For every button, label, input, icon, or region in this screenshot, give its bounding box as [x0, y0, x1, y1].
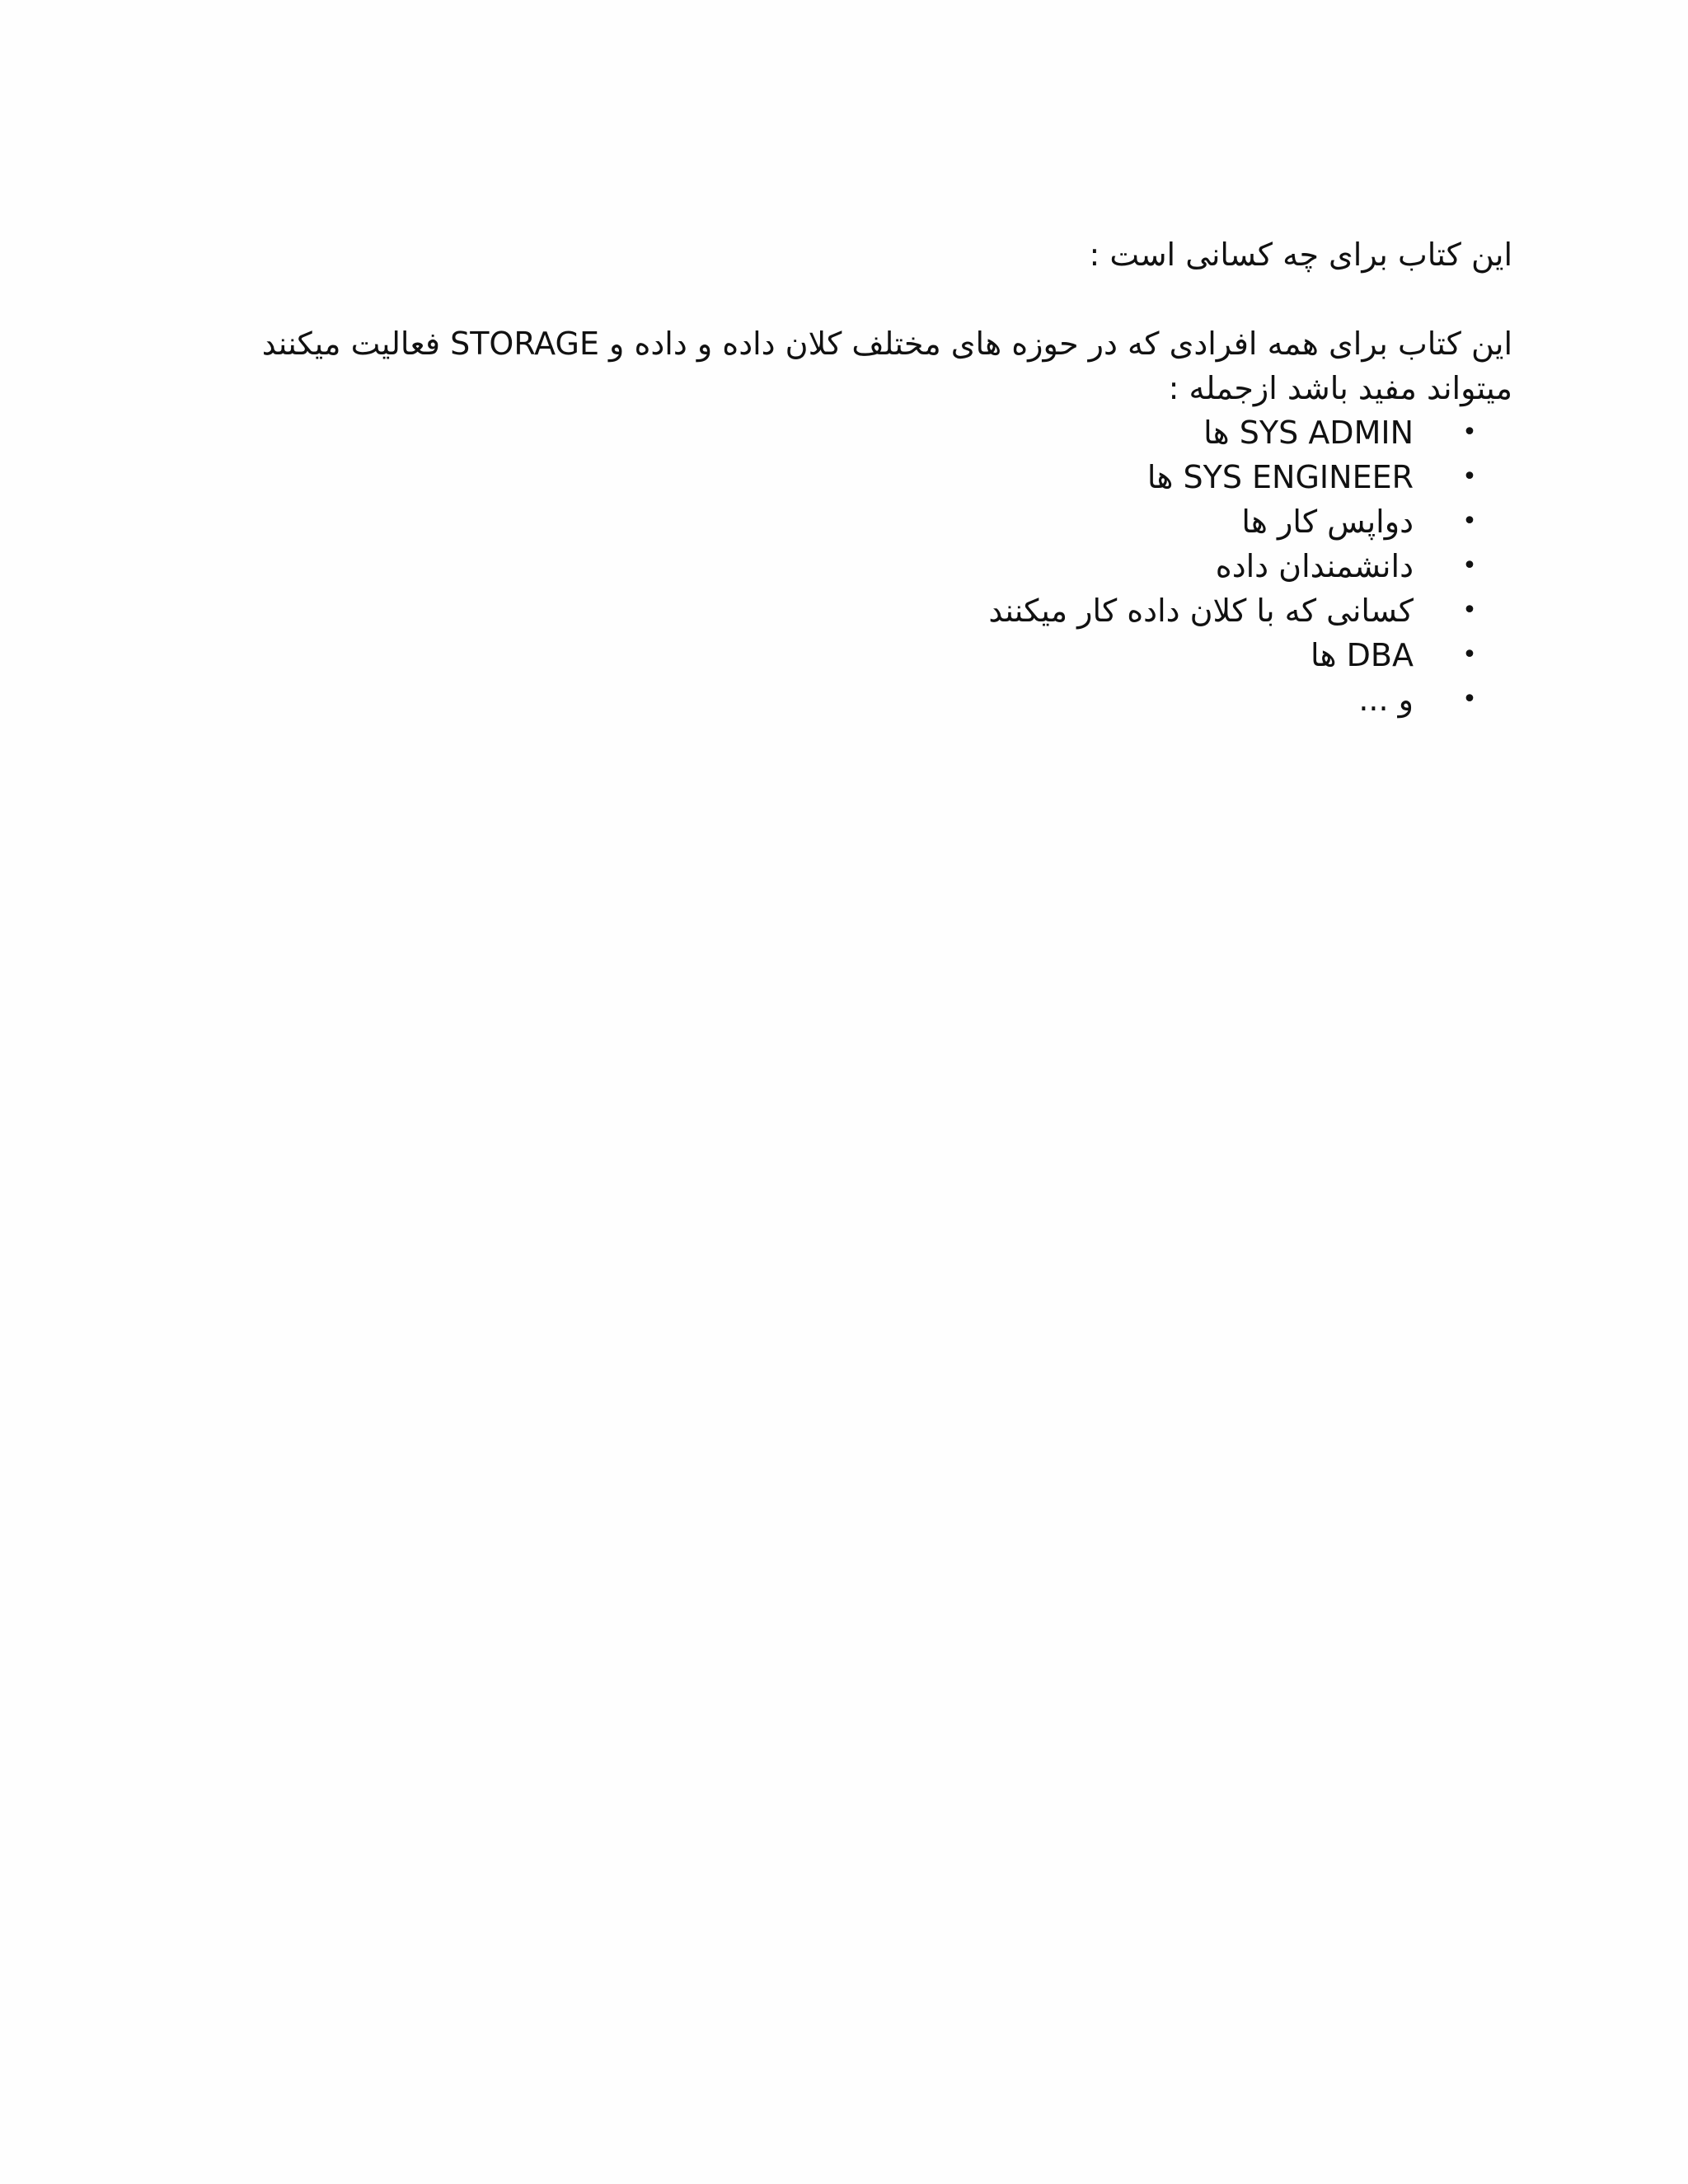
bullet-icon: • — [1462, 685, 1477, 714]
list-item — [173, 588, 1477, 633]
list-item-text: SYS ADMIN ها — [1203, 415, 1414, 451]
list-item-text: و ... — [1358, 682, 1414, 718]
intro-paragraph: این کتاب برای همه افرادی که در حوزه های مختلف کلان داده و داده و STORAGE فعالیت میکنند میتواند مفید باشد ازجمله : — [261, 326, 1512, 406]
bullet-icon: • — [1462, 551, 1477, 580]
bullet-icon: • — [1462, 507, 1477, 536]
list-item-text: دانشمندان داده — [1215, 548, 1414, 584]
list-item — [173, 455, 1477, 499]
bullet-icon: • — [1462, 640, 1477, 669]
list-item — [173, 410, 1477, 455]
list-item — [173, 499, 1477, 544]
audience-list — [173, 410, 1512, 722]
list-item — [173, 544, 1477, 588]
list-item-text: DBA ها — [1310, 637, 1414, 673]
section-heading: این کتاب برای چه کسانی است : — [1089, 237, 1512, 273]
list-item-text: دواپس کار ها — [1241, 504, 1414, 540]
list-item — [173, 677, 1477, 722]
bullet-icon: • — [1462, 418, 1477, 447]
list-item — [173, 633, 1477, 677]
page-content — [173, 232, 1512, 722]
bullet-icon: • — [1462, 596, 1477, 625]
list-item-text: SYS ENGINEER ها — [1146, 459, 1414, 495]
bullet-icon: • — [1462, 462, 1477, 491]
list-item-text: کسانی که با کلان داده کار میکنند — [988, 593, 1414, 629]
